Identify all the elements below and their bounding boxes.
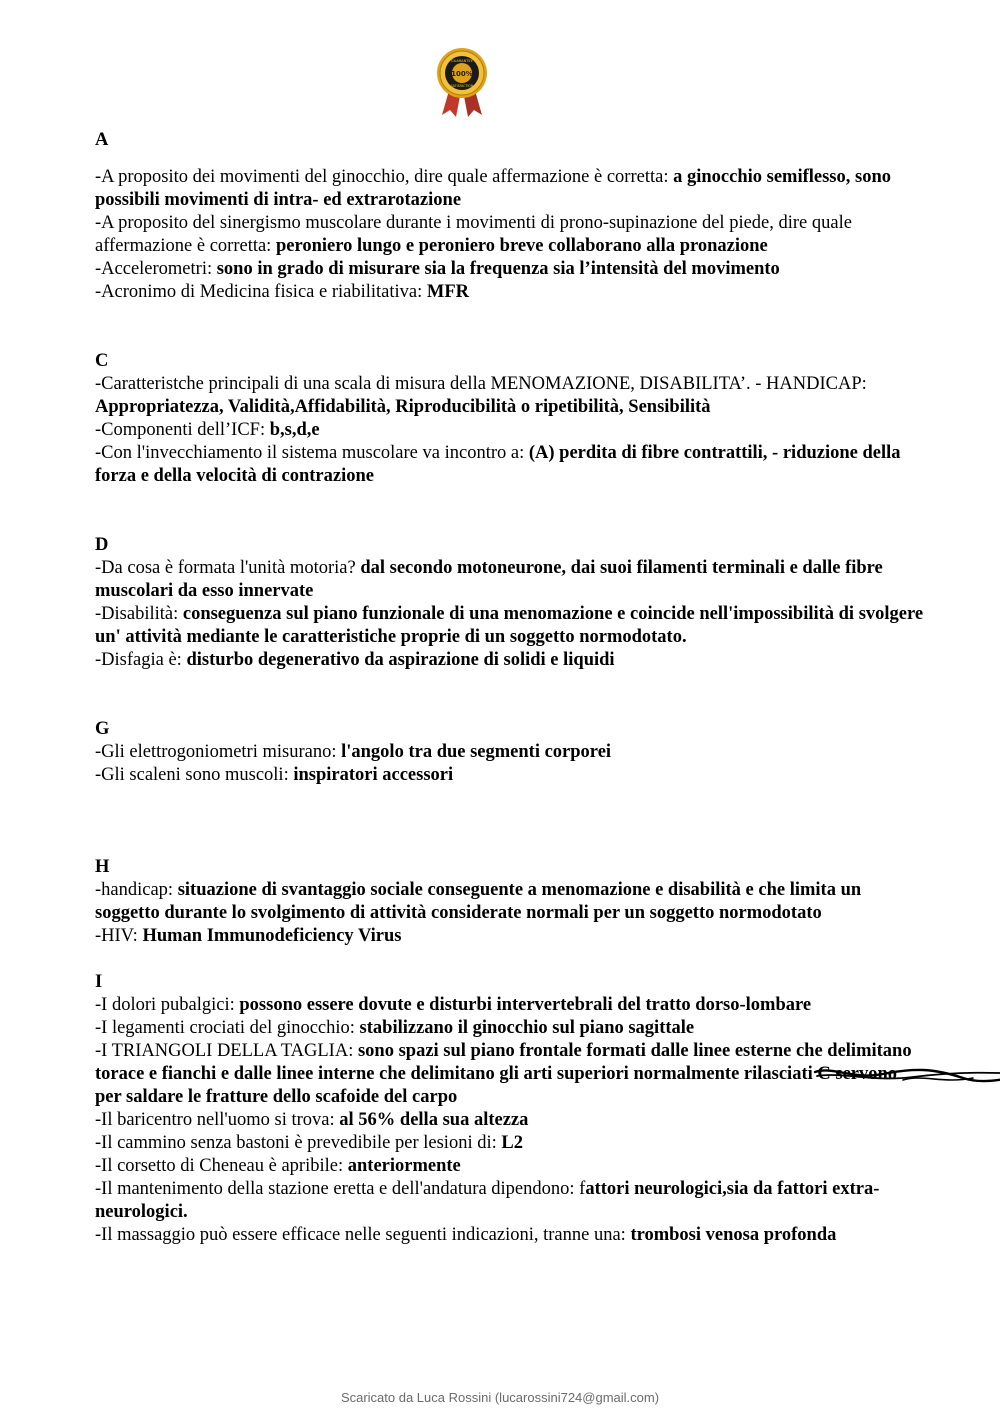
question-text: -Il corsetto di Cheneau è apribile: (95, 1156, 348, 1176)
list-item (95, 764, 925, 787)
question-text: -Acronimo di Medicina fisica e riabilitativa: (95, 282, 427, 302)
answer-text: sono spazi sul piano frontale formati dalle linee esterne che delimitano torace e fianchi e dalle linee interne che delimitano gli arti superiori normalmente rilasciati (95, 1041, 912, 1084)
section-letter: I (95, 972, 103, 992)
question-text: -Da cosa è formata l'unità motoria? (95, 558, 361, 578)
section-letter: A (95, 130, 109, 150)
question-text: -HIV: (95, 926, 143, 946)
section-c (95, 350, 925, 488)
answer-text: peroniero lungo e peroniero breve collaborano alla pronazione (275, 236, 768, 256)
question-text: -Caratteristche principali di una scala di misura della MENOMAZIONE, DISABILITA’. - HANDICAP: (95, 374, 867, 394)
glossary-content (95, 129, 925, 1247)
list-item (95, 603, 925, 649)
answer-text: disturbo degenerativo da aspirazione di solidi e liquidi (186, 650, 615, 670)
question-text: -Componenti dell’ICF: (95, 420, 270, 440)
question-text: -Disfagia è: (95, 650, 187, 670)
section-letter: D (95, 535, 109, 555)
answer-text: (A) perdita di fibre contrattili, - riduzione della forza e della velocità di contrazione (95, 443, 901, 486)
section-letter: H (95, 857, 110, 877)
list-item (95, 1178, 925, 1224)
question-text: -A proposito del sinergismo muscolare durante i movimenti di prono-supinazione del piede, dire quale affermazione è corretta: (95, 213, 852, 256)
list-item (95, 166, 925, 212)
list-item (95, 442, 925, 488)
question-text: -Il baricentro nell'uomo si trova: (95, 1110, 340, 1130)
list-item (95, 649, 925, 672)
section-letter: G (95, 719, 110, 739)
question-text: -Il mantenimento della stazione eretta e dell'andatura dipendono: f (95, 1179, 586, 1199)
question-text: -I legamenti crociati del ginocchio: (95, 1018, 360, 1038)
section-a (95, 129, 925, 304)
section-letter: C (95, 351, 109, 371)
answer-text: al 56% della sua altezza (339, 1110, 529, 1130)
answer-text: conseguenza sul piano funzionale di una menomazione e coincide nell'impossibilità di svolgere un' attività mediante le caratteristiche proprie di un soggetto normodotato. (95, 604, 924, 647)
question-text: -I TRIANGOLI DELLA TAGLIA: (95, 1041, 358, 1061)
question-text: -Gli elettrogoniometri misurano: (95, 742, 342, 762)
list-item (95, 258, 925, 281)
question-text: -handicap: (95, 880, 178, 900)
list-item (95, 879, 925, 925)
answer-text: Appropriatezza, Validità,Affidabilità, Riproducibilità o ripetibilità, Sensibilità (95, 397, 711, 417)
question-text: -Disabilità: (95, 604, 183, 624)
list-item (95, 1109, 925, 1132)
answer-text: l'angolo tra due segmenti corporei (341, 742, 612, 762)
list-item (95, 925, 925, 948)
guarantee-seal-icon (434, 47, 490, 119)
list-item (95, 1132, 925, 1155)
list-item (95, 1040, 925, 1109)
download-footer: Scaricato da Luca Rossini (lucarossini724@gmail.com) (340, 1390, 660, 1405)
question-text: -Gli scaleni sono muscoli: (95, 765, 294, 785)
list-item (95, 1155, 925, 1178)
list-item (95, 1224, 925, 1247)
section-h (95, 856, 925, 948)
answer-text: trombosi venosa profonda (630, 1225, 837, 1245)
badge-center-text: 100% (451, 70, 473, 78)
section-d (95, 534, 925, 672)
answer-text: inspiratori accessori (293, 765, 454, 785)
list-item (95, 1017, 925, 1040)
section-i (95, 971, 925, 1247)
answer-text: sono in grado di misurare sia la frequenza sia l’intensità del movimento (216, 259, 780, 279)
answer-text: attori neurologici,sia da fattori extra-neurologici. (95, 1179, 880, 1222)
list-item (95, 212, 925, 258)
answer-text: dal secondo motoneurone, dai suoi filamenti terminali e dalle fibre muscolari da esso innervate (95, 558, 883, 601)
question-text: -Con l'invecchiamento il sistema muscolare va incontro a: (95, 443, 529, 463)
answer-text: MFR (426, 282, 469, 302)
section-g (95, 718, 925, 787)
badge-ring-top-text: GUARANTEE (450, 59, 474, 63)
guarantee-badge (434, 47, 490, 119)
struck-out-answer: C servono per saldare le fratture dello scafoide del carpo (95, 1064, 898, 1107)
list-item (95, 741, 925, 764)
answer-text: Human Immunodeficiency Virus (142, 926, 402, 946)
list-item (95, 419, 925, 442)
question-text: -I dolori pubalgici: (95, 995, 240, 1015)
answer-text: a ginocchio semiflesso, sono possibili movimenti di intra- ed extrarotazione (95, 167, 891, 210)
answer-text: stabilizzano il ginocchio sul piano sagittale (359, 1018, 695, 1038)
answer-text: situazione di svantaggio sociale conseguente a menomazione e disabilità e che limita un soggetto durante lo svolgimento di attività considerate normali per un soggetto normodotato (95, 880, 862, 923)
answer-text: possono essere dovute e disturbi intervertebrali del tratto dorso-lombare (239, 995, 812, 1015)
question-text: -Il massaggio può essere efficace nelle seguenti indicazioni, tranne una: (95, 1225, 631, 1245)
question-text: -Accelerometri: (95, 259, 217, 279)
question-text: -Il cammino senza bastoni è prevedibile per lesioni di: (95, 1133, 502, 1153)
answer-text: L2 (501, 1133, 523, 1153)
list-item (95, 281, 925, 304)
list-item (95, 557, 925, 603)
answer-text: b,s,d,e (269, 420, 320, 440)
list-item (95, 994, 925, 1017)
question-text: -A proposito dei movimenti del ginocchio, dire quale affermazione è corretta: (95, 167, 674, 187)
list-item (95, 373, 925, 419)
badge-ring-bottom-text: SATISFACTION (450, 84, 474, 88)
answer-text: anteriormente (347, 1156, 461, 1176)
